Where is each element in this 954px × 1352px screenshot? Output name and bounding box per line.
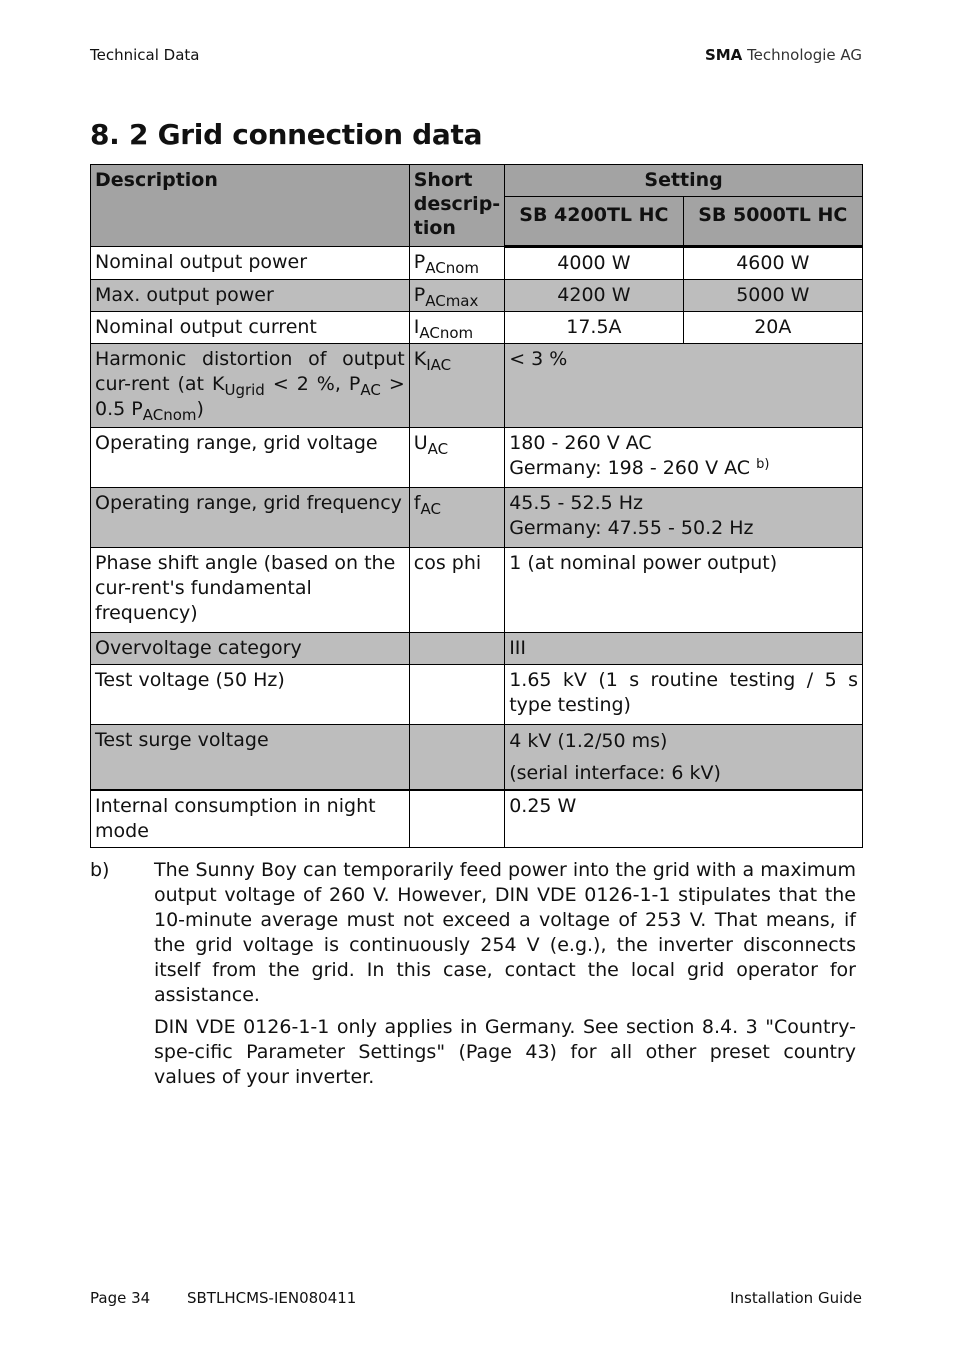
row-description: Overvoltage category: [91, 633, 410, 665]
table-row: [91, 428, 863, 488]
row-symbol: $K_{IAC}$: [409, 344, 504, 428]
row-value: 4 kV (1.2/50 ms) (serial interface: 6 kV): [505, 725, 863, 791]
running-header-left: Technical Data: [90, 46, 200, 64]
row-symbol: $U_{AC}$: [409, 428, 504, 488]
row-value-model-2: 5000 W: [683, 280, 862, 312]
table-header-row: [91, 165, 863, 197]
row-value-model-2: 4600 W: [683, 247, 862, 280]
row-description: Nominal output current: [91, 312, 410, 344]
table-row: [91, 725, 863, 791]
row-value: 0.25 W: [505, 790, 863, 848]
table-row: [91, 344, 863, 428]
footnote-block: [90, 858, 856, 1097]
row-value-model-1: 4000 W: [505, 247, 683, 280]
row-symbol: [409, 725, 504, 791]
row-symbol: $P_{ACmax}$: [409, 280, 504, 312]
table-row: [91, 665, 863, 725]
table-row: [91, 247, 863, 280]
row-description: Internal consumption in night mode: [91, 790, 410, 848]
row-value: 45.5 - 52.5 Hz Germany: 47.55 - 50.2 Hz: [505, 488, 863, 548]
row-symbol: $I_{ACnom}$: [409, 312, 504, 344]
row-symbol: $f_{AC}$: [409, 488, 504, 548]
row-value: 1 (at nominal power output): [505, 548, 863, 633]
row-value-model-1: 17.5A: [505, 312, 683, 344]
company-name: Technologie AG: [747, 46, 862, 64]
row-description: Test voltage (50 Hz): [91, 665, 410, 725]
row-description: Operating range, grid frequency: [91, 488, 410, 548]
table-row: [91, 633, 863, 665]
row-value-model-2: 20A: [683, 312, 862, 344]
footnote-paragraph: The Sunny Boy can temporarily feed power into the grid with a maximum output voltage of 260 V. However, DIN VDE 0126-1-1 stipulates that the 10-minute average must not exceed a voltage of 253 V. That means, if the grid voltage is continuously 254 V (e.g.), the inverter disconnects itself from the grid. In this case, contact the local grid operator for assistance.: [154, 859, 856, 1006]
row-value: 180 - 260 V AC Germany: 198 - 260 V AC $^{b)}$: [505, 428, 863, 488]
table-row: [91, 548, 863, 633]
row-symbol: cos phi: [409, 548, 504, 633]
section-title: 8. 2 Grid connection data: [90, 118, 483, 151]
row-symbol: $P_{ACnom}$: [409, 247, 504, 280]
footer-document-type: Installation Guide: [730, 1289, 862, 1307]
row-value: 1.65 kV (1 s routine testing / 5 s type testing): [505, 665, 863, 725]
row-value-model-1: 4200 W: [505, 280, 683, 312]
footnote-body: [154, 858, 856, 1090]
header-model-1: SB 4200TL HC: [505, 197, 683, 247]
header-short-description: Short descrip- tion: [409, 165, 504, 247]
row-description: Max. output power: [91, 280, 410, 312]
row-symbol: [409, 790, 504, 848]
row-description: Phase shift angle (based on the cur-rent's fundamental frequency): [91, 548, 410, 633]
row-symbol: [409, 665, 504, 725]
footer-page-number: Page 34: [90, 1289, 151, 1307]
table-row: [91, 280, 863, 312]
footnote-marker: b): [90, 859, 110, 881]
running-header-right: [705, 46, 862, 64]
row-description: Operating range, grid voltage: [91, 428, 410, 488]
brand-name: SMA: [704, 46, 743, 64]
header-description: Description: [91, 165, 410, 247]
table-row: [91, 488, 863, 548]
row-symbol: [409, 633, 504, 665]
footer-document-id: SBTLHCMS-IEN080411: [187, 1289, 357, 1307]
header-setting: Setting: [505, 165, 863, 197]
row-value: < 3 %: [505, 344, 863, 428]
row-value: III: [505, 633, 863, 665]
footnote-paragraph: DIN VDE 0126-1-1 only applies in Germany. See section 8.4. 3 "Country-spe-cific Parameter Settings" (Page 43) for all other preset country values of your inverter.: [154, 1016, 856, 1088]
table-row: [91, 790, 863, 848]
row-description: Harmonic distortion of output cur-rent (at $K_{Ugrid} < 2$ %, $P_{AC} > 0.5$ $P_{ACnom}$): [91, 344, 410, 428]
row-description: Test surge voltage: [91, 725, 410, 791]
row-description: Nominal output power: [91, 247, 410, 280]
table-row: [91, 312, 863, 344]
grid-connection-table: [90, 164, 863, 848]
header-model-2: SB 5000TL HC: [683, 197, 862, 247]
footnote-ref: b): [756, 457, 770, 472]
